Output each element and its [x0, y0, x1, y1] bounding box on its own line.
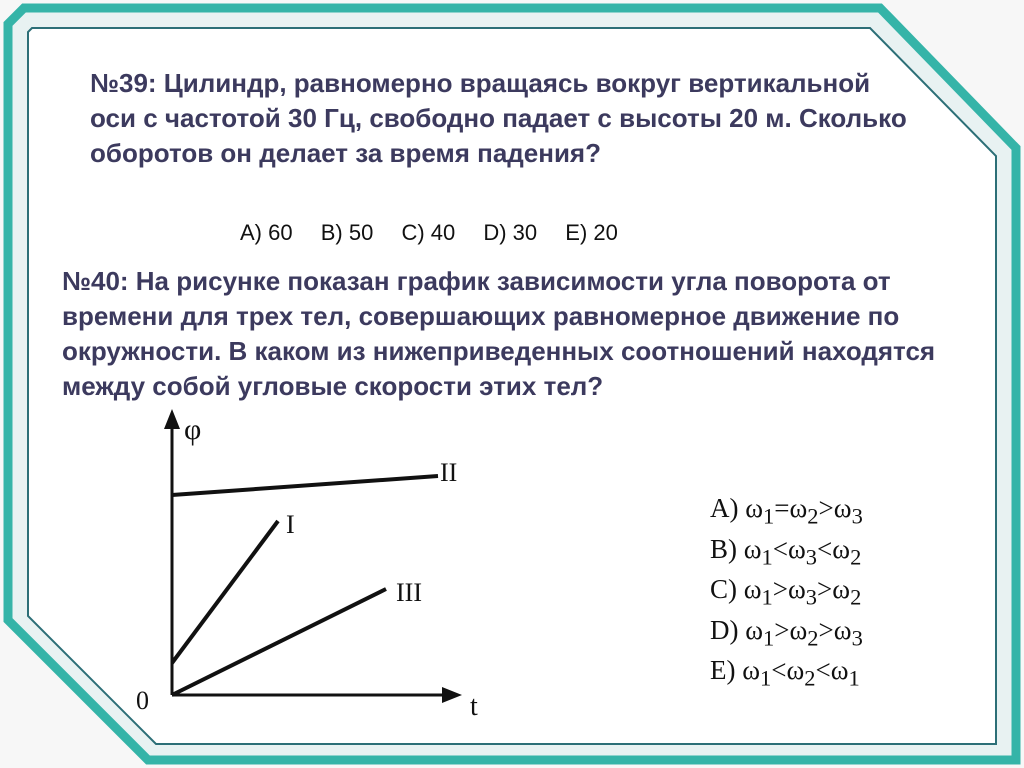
answer-b: B) 50: [320, 220, 374, 245]
line-i-label: I: [286, 510, 295, 539]
x-axis-arrow: [442, 687, 462, 703]
option-letter: D): [710, 614, 739, 645]
subscript: 2: [807, 503, 819, 529]
relation-sign: <: [815, 655, 831, 685]
subscript: 1: [761, 584, 773, 610]
option-letter: A): [710, 493, 739, 523]
option-c: [710, 569, 863, 610]
option-letter: E): [710, 655, 736, 685]
problem-39-answers: [240, 220, 640, 246]
relation-sign: =: [774, 493, 790, 523]
line-i: [172, 521, 278, 663]
subscript: 3: [805, 543, 818, 569]
omega-symbol: ω: [789, 493, 808, 523]
omega-symbol: ω: [832, 574, 851, 604]
subscript: 2: [850, 543, 862, 569]
relation-sign: >: [818, 614, 834, 645]
line-ii-label: II: [440, 458, 458, 487]
relation-sign: >: [772, 574, 789, 604]
option-b: [710, 529, 863, 570]
option-d: [710, 610, 863, 651]
relation-sign: <: [771, 655, 787, 685]
subscript: 2: [850, 584, 862, 610]
omega-symbol: ω: [743, 574, 762, 604]
origin-label: 0: [136, 686, 149, 715]
omega-symbol: ω: [833, 493, 852, 523]
relation-sign: >: [817, 574, 833, 604]
subscript: 1: [848, 665, 860, 691]
omega-symbol: ω: [833, 614, 852, 645]
subscript: 3: [805, 584, 818, 610]
omega-symbol: ω: [788, 533, 806, 564]
subscript: 1: [761, 543, 773, 569]
relation-sign: >: [818, 493, 834, 523]
subscript: 3: [851, 624, 863, 650]
relation-sign: <: [817, 533, 833, 564]
subscript: 1: [763, 624, 775, 650]
answer-e: E) 20: [565, 220, 618, 245]
relation-sign: <: [772, 533, 789, 564]
line-iii-label: III: [396, 578, 422, 607]
answer-c: C) 40: [401, 220, 456, 245]
option-e: [710, 650, 863, 691]
omega-symbol: ω: [742, 655, 761, 685]
subscript: 2: [804, 665, 816, 691]
omega-symbol: ω: [789, 614, 808, 645]
problem-40-options: [710, 488, 863, 691]
option-a: [710, 488, 863, 529]
answer-a: A) 60: [240, 220, 293, 245]
omega-symbol: ω: [745, 493, 764, 523]
omega-symbol: ω: [786, 655, 805, 685]
subscript: 2: [807, 624, 819, 650]
x-axis-label: t: [470, 691, 478, 722]
omega-symbol: ω: [788, 574, 806, 604]
line-ii: [172, 476, 438, 495]
omega-symbol: ω: [743, 533, 762, 564]
option-letter: B): [710, 533, 737, 564]
relation-sign: >: [774, 614, 790, 645]
omega-symbol: ω: [830, 655, 849, 685]
option-letter: C): [710, 574, 737, 604]
problem-40-text: №40: На рисунке показан график зависимости угла поворота от времени для трех тел, совершающих равномерное движение по окружности. В каком из нижеприведенных соотношений находятся между собой угловые скорости этих тел?: [62, 266, 936, 401]
y-axis-label: φ: [184, 413, 202, 446]
problem-39-text: №39: Цилиндр, равномерно вращаясь вокруг вертикальной оси с частотой 30 Гц, свободно падает с высоты 20 м. Сколько оборотов он делает за время падения?: [90, 68, 907, 168]
line-iii: [172, 589, 386, 695]
subscript: 1: [763, 503, 775, 529]
omega-symbol: ω: [745, 614, 764, 645]
omega-symbol: ω: [832, 533, 851, 564]
answer-d: D) 30: [483, 220, 538, 245]
subscript: 1: [760, 665, 772, 691]
subscript: 3: [851, 503, 863, 529]
angle-time-graph: [120, 405, 480, 735]
y-axis-arrow: [164, 409, 180, 429]
